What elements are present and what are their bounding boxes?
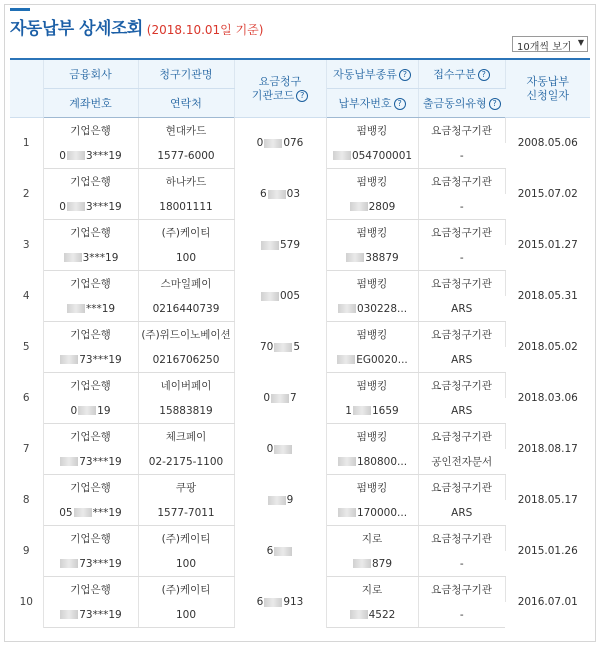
account-number: 73***19 [43, 551, 138, 577]
masked-value [271, 394, 289, 403]
bank-name: 기업은행 [43, 577, 138, 603]
masked-value [350, 202, 368, 211]
payer-number: 180800... [326, 449, 418, 475]
chevron-down-icon: ▼ [577, 38, 584, 47]
payment-type: 지로 [326, 526, 418, 552]
table-body [10, 118, 590, 628]
masked-value [78, 406, 96, 415]
channel: 요금청구기관 [418, 169, 505, 195]
row-number: 10 [10, 577, 43, 628]
masked-value [60, 457, 78, 466]
apply-date: 2018.05.31 [517, 290, 578, 302]
payer-number: 879 [326, 551, 418, 577]
biller-code: 6 [234, 526, 326, 577]
consent-type: ARS [418, 398, 505, 424]
auto-payment-table [10, 58, 590, 628]
col-header-payer-no: 납부자번호 ? [326, 89, 418, 118]
account-number: 3***19 [43, 245, 138, 271]
masked-value [268, 496, 286, 505]
masked-value [261, 241, 279, 250]
bank-name: 기업은행 [43, 169, 138, 195]
payer-number: 1 1659 [326, 398, 418, 424]
table-row [10, 475, 590, 501]
biller-code: 70 5 [234, 322, 326, 373]
contact-number: 18001111 [138, 194, 234, 220]
biller-name: (주)케이티 [138, 577, 234, 603]
table-row [10, 424, 590, 450]
bank-name: 기업은행 [43, 526, 138, 552]
bank-name: 기업은행 [43, 424, 138, 450]
consent-type: ARS [418, 296, 505, 322]
table-row [10, 322, 590, 348]
biller-code: 0 7 [234, 373, 326, 424]
apply-date: 2016.07.01 [517, 596, 578, 608]
biller-code: 005 [234, 271, 326, 322]
consent-type: ARS [418, 347, 505, 373]
channel: 요금청구기관 [418, 424, 505, 450]
masked-value [60, 610, 78, 619]
payment-type: 펌뱅킹 [326, 118, 418, 144]
table-row [10, 271, 590, 297]
contact-number: 0216706250 [138, 347, 234, 373]
table-row [10, 118, 590, 144]
payer-number: 030228... [326, 296, 418, 322]
row-number: 8 [10, 475, 43, 526]
bank-name: 기업은행 [43, 322, 138, 348]
masked-value [261, 292, 279, 301]
contact-number: 1577-6000 [138, 143, 234, 169]
masked-value [264, 139, 282, 148]
masked-value [274, 343, 292, 352]
row-number: 2 [10, 169, 43, 220]
col-header-bank: 금융회사 [43, 59, 138, 89]
help-icon[interactable]: ? [399, 69, 411, 81]
apply-date: 2015.01.27 [517, 239, 578, 251]
payment-type: 펌뱅킹 [326, 322, 418, 348]
account-number: 05 ***19 [43, 500, 138, 526]
col-header-contact: 연락처 [138, 89, 234, 118]
row-number: 5 [10, 322, 43, 373]
apply-date: 2008.05.06 [517, 137, 578, 150]
account-number: 0 3***19 [43, 143, 138, 169]
row-number: 9 [10, 526, 43, 577]
masked-value [338, 457, 356, 466]
col-header-biller: 청구기관명 [138, 59, 234, 89]
page-size-value: 10개씩 보기 [517, 42, 572, 53]
biller-code: 0 076 [234, 118, 326, 169]
masked-value [346, 253, 364, 262]
masked-value [74, 508, 92, 517]
biller-code: 6 03 [234, 169, 326, 220]
masked-value [350, 610, 368, 619]
bank-name: 기업은행 [43, 118, 138, 144]
masked-value [67, 304, 85, 313]
bank-name: 기업은행 [43, 220, 138, 246]
contact-number: 0216440739 [138, 296, 234, 322]
payment-type: 펌뱅킹 [326, 169, 418, 195]
channel: 요금청구기관 [418, 322, 505, 348]
biller-name: 하나카드 [138, 169, 234, 195]
contact-number: 15883819 [138, 398, 234, 424]
page-title: 자동납부 상세조회 (2018.10.01일 기준) [10, 19, 264, 39]
payment-type: 펌뱅킹 [326, 271, 418, 297]
masked-value [274, 547, 292, 556]
apply-date: 2018.05.17 [517, 494, 578, 506]
contact-number: 100 [138, 245, 234, 271]
biller-code: 6 913 [234, 577, 326, 628]
payer-number: 38879 [326, 245, 418, 271]
help-icon[interactable]: ? [394, 98, 406, 110]
masked-value [338, 304, 356, 313]
consent-type: - [418, 602, 505, 628]
bank-name: 기업은행 [43, 475, 138, 501]
masked-value [268, 190, 286, 199]
table-row [10, 577, 590, 603]
contact-number: 02-2175-1100 [138, 449, 234, 475]
contact-number: 1577-7011 [138, 500, 234, 526]
table-row [10, 220, 590, 246]
payment-type: 펌뱅킹 [326, 373, 418, 399]
account-number: 73***19 [43, 602, 138, 628]
apply-date: 2018.05.02 [517, 341, 578, 353]
channel: 요금청구기관 [418, 220, 505, 246]
apply-date: 2018.03.06 [517, 392, 578, 404]
bank-name: 기업은행 [43, 373, 138, 399]
biller-name: (주)케이티 [138, 526, 234, 552]
help-icon[interactable]: ? [478, 69, 490, 81]
biller-name: 체크페이 [138, 424, 234, 450]
apply-date: 2015.07.02 [517, 188, 578, 200]
col-header-account: 계좌번호 [43, 89, 138, 118]
title-accent-bar [10, 8, 30, 11]
row-number: 3 [10, 220, 43, 271]
account-number: 73***19 [43, 449, 138, 475]
biller-code: 579 [234, 220, 326, 271]
masked-value [64, 253, 82, 262]
channel: 요금청구기관 [418, 118, 505, 144]
channel: 요금청구기관 [418, 577, 505, 603]
consent-type: - [418, 245, 505, 271]
biller-name: (주)케이티 [138, 220, 234, 246]
biller-name: 현대카드 [138, 118, 234, 144]
masked-value [353, 559, 371, 568]
channel: 요금청구기관 [418, 271, 505, 297]
payer-number: 4522 [326, 602, 418, 628]
consent-type: 공인전자문서 [418, 449, 505, 475]
row-number: 6 [10, 373, 43, 424]
payment-type: 펌뱅킹 [326, 475, 418, 501]
bank-name: 기업은행 [43, 271, 138, 297]
row-number: 7 [10, 424, 43, 475]
masked-value [60, 355, 78, 364]
biller-name: 쿠팡 [138, 475, 234, 501]
account-number: 73***19 [43, 347, 138, 373]
payment-type: 펌뱅킹 [326, 424, 418, 450]
col-header-consent: 출금동의유형 ? [418, 89, 505, 118]
apply-date: 2015.01.26 [517, 545, 578, 557]
consent-type: - [418, 143, 505, 169]
masked-value [337, 355, 355, 364]
biller-name: (주)위드이노베이션 [138, 322, 234, 348]
help-icon[interactable]: ? [296, 90, 308, 102]
col-header-date: 자동납부 신청일자 [505, 59, 590, 118]
payer-number: 2809 [326, 194, 418, 220]
consent-type: - [418, 551, 505, 577]
col-header-biller-code [234, 59, 326, 118]
col-header-channel: 접수구분 ? [418, 59, 505, 89]
apply-date: 2018.08.17 [517, 443, 578, 455]
channel: 요금청구기관 [418, 526, 505, 552]
consent-type: ARS [418, 500, 505, 526]
table-row [10, 526, 590, 552]
biller-code-label: 요금청구 기관코드 [251, 74, 302, 102]
masked-value [353, 406, 371, 415]
masked-value [67, 151, 85, 160]
contact-number: 100 [138, 551, 234, 577]
account-number: 0 19 [43, 398, 138, 424]
masked-value [333, 151, 351, 160]
col-header-no [10, 59, 43, 118]
payment-type: 펌뱅킹 [326, 220, 418, 246]
row-number: 4 [10, 271, 43, 322]
channel: 요금청구기관 [418, 373, 505, 399]
table-row [10, 373, 590, 399]
masked-value [67, 202, 85, 211]
masked-value [274, 445, 292, 454]
consent-type: - [418, 194, 505, 220]
basis-date: (2018.10.01일 기준) [146, 23, 264, 37]
payer-number: 170000... [326, 500, 418, 526]
payer-number: EG0020... [326, 347, 418, 373]
biller-code: 9 [234, 475, 326, 526]
channel: 요금청구기관 [418, 475, 505, 501]
account-number: ***19 [43, 296, 138, 322]
masked-value [60, 559, 78, 568]
biller-name: 네이버페이 [138, 373, 234, 399]
biller-name: 스마일페이 [138, 271, 234, 297]
col-header-pay-type: 자동납부종류 ? [326, 59, 418, 89]
contact-number: 100 [138, 602, 234, 628]
masked-value [338, 508, 356, 517]
row-number: 1 [10, 118, 43, 169]
masked-value [264, 598, 282, 607]
payer-number: 054700001 [326, 143, 418, 169]
biller-code: 0 [234, 424, 326, 475]
payment-type: 지로 [326, 577, 418, 603]
account-number: 0 3***19 [43, 194, 138, 220]
help-icon[interactable]: ? [489, 98, 501, 110]
table-row [10, 169, 590, 195]
page-size-select[interactable] [512, 36, 588, 52]
